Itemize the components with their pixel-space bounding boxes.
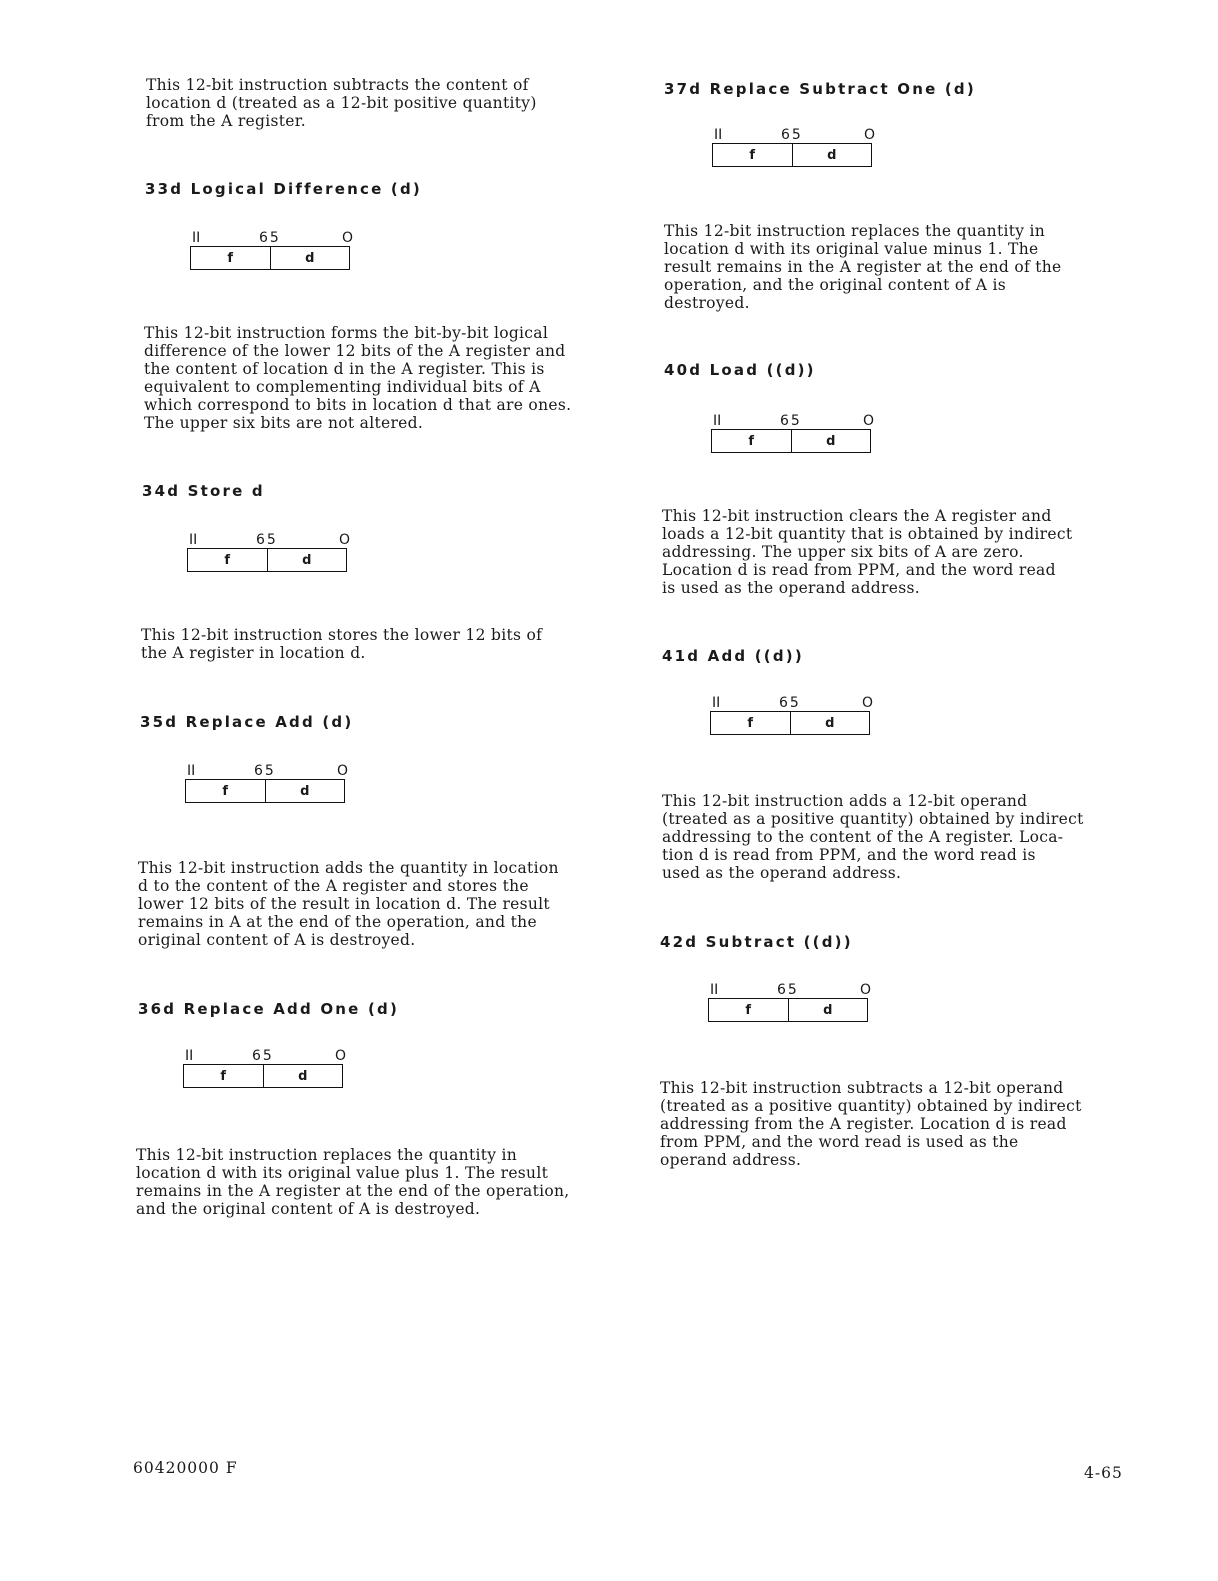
field-d: d — [791, 430, 871, 452]
bit-label-65: 65 — [779, 695, 801, 711]
bit-label-65: 65 — [777, 982, 799, 998]
bit-label-0: O — [335, 1048, 347, 1064]
section-35d-text: This 12-bit instruction adds the quantity in location d to the content of the A register and stores the lower 12 bits of the result in location d. The result remains in A at the end of the operation, and the original content of A is destroyed. — [138, 859, 559, 949]
instruction-format-35d — [185, 763, 347, 809]
bit-label-11: II — [713, 413, 722, 429]
bit-label-11: II — [712, 695, 721, 711]
bit-label-0: O — [864, 127, 876, 143]
bit-label-11: II — [185, 1048, 194, 1064]
document-number: 60420000 F — [133, 1459, 238, 1477]
field-d: d — [265, 780, 345, 802]
field-f: f — [224, 552, 231, 568]
instruction-format-34d — [187, 532, 349, 578]
bit-label-11: II — [714, 127, 723, 143]
bit-label-65: 65 — [256, 532, 278, 548]
bit-label-11: II — [710, 982, 719, 998]
section-34d-text: This 12-bit instruction stores the lower 12 bits of the A register in location d. — [141, 626, 543, 662]
bit-label-11: II — [192, 230, 201, 246]
section-36d-title: 36d Replace Add One (d) — [138, 1000, 400, 1018]
section-37d-title: 37d Replace Subtract One (d) — [664, 80, 976, 98]
intro-paragraph: This 12-bit instruction subtracts the content of location d (treated as a 12-bit positive quantity) from the A register. — [146, 76, 537, 130]
bit-label-0: O — [337, 763, 349, 779]
section-34d-title: 34d Store d — [142, 482, 265, 500]
field-f: f — [745, 1002, 752, 1018]
bit-label-65: 65 — [780, 413, 802, 429]
page-number: 4-65 — [1084, 1464, 1123, 1482]
section-41d-text: This 12-bit instruction adds a 12-bit operand (treated as a positive quantity) obtained by indirect addressing to the content of the A register. Loca- tion d is read from PPM, and the word read is used as the operand address. — [662, 792, 1084, 882]
section-41d-title: 41d Add ((d)) — [662, 647, 804, 665]
section-36d-text: This 12-bit instruction replaces the quantity in location d with its original value plus 1. The result remains in the A register at the end of the operation, and the original content of A is destroyed. — [136, 1146, 570, 1218]
field-f: f — [227, 250, 234, 266]
field-d: d — [792, 144, 872, 166]
section-42d-text: This 12-bit instruction subtracts a 12-bit operand (treated as a positive quantity) obtained by indirect addressing from the A register. Location d is read from PPM, and the word read is used as the operand address. — [660, 1079, 1082, 1169]
field-f: f — [749, 147, 756, 163]
bit-label-0: O — [862, 695, 874, 711]
bit-label-65: 65 — [254, 763, 276, 779]
section-33d-title: 33d Logical Difference (d) — [145, 180, 422, 198]
instruction-format-36d — [183, 1048, 345, 1094]
bit-label-0: O — [339, 532, 351, 548]
section-37d-text: This 12-bit instruction replaces the quantity in location d with its original value minus 1. The result remains in the A register at the end of the operation, and the original content of A is destroyed. — [664, 222, 1062, 312]
bit-label-0: O — [860, 982, 872, 998]
bit-label-0: O — [863, 413, 875, 429]
section-33d-text: This 12-bit instruction forms the bit-by-bit logical difference of the lower 12 bits of the A register and the content of location d in the A register. This is equivalent to complementing individual bits of A which correspond to bits in location d that are ones. The upper six bits are not altered. — [144, 324, 572, 432]
field-d: d — [263, 1065, 343, 1087]
bit-label-0: O — [342, 230, 354, 246]
bit-label-11: II — [189, 532, 198, 548]
bit-label-65: 65 — [259, 230, 281, 246]
field-f: f — [220, 1068, 227, 1084]
bit-label-65: 65 — [781, 127, 803, 143]
instruction-format-33d — [190, 230, 352, 276]
section-35d-title: 35d Replace Add (d) — [140, 713, 354, 731]
field-d: d — [788, 999, 868, 1021]
field-f: f — [222, 783, 229, 799]
section-40d-title: 40d Load ((d)) — [664, 361, 816, 379]
instruction-format-42d — [708, 982, 870, 1028]
section-42d-title: 42d Subtract ((d)) — [660, 933, 853, 951]
field-f: f — [747, 715, 754, 731]
field-d: d — [270, 247, 350, 269]
field-f: f — [748, 433, 755, 449]
section-40d-text: This 12-bit instruction clears the A register and loads a 12-bit quantity that is obtained by indirect addressing. The upper six bits of A are zero. Location d is read from PPM, and the word read is used as the operand address. — [662, 507, 1073, 597]
field-d: d — [267, 549, 347, 571]
instruction-format-41d — [710, 695, 872, 741]
instruction-format-37d — [712, 127, 874, 173]
bit-label-65: 65 — [252, 1048, 274, 1064]
bit-label-11: II — [187, 763, 196, 779]
field-d: d — [790, 712, 870, 734]
instruction-format-40d — [711, 413, 873, 459]
